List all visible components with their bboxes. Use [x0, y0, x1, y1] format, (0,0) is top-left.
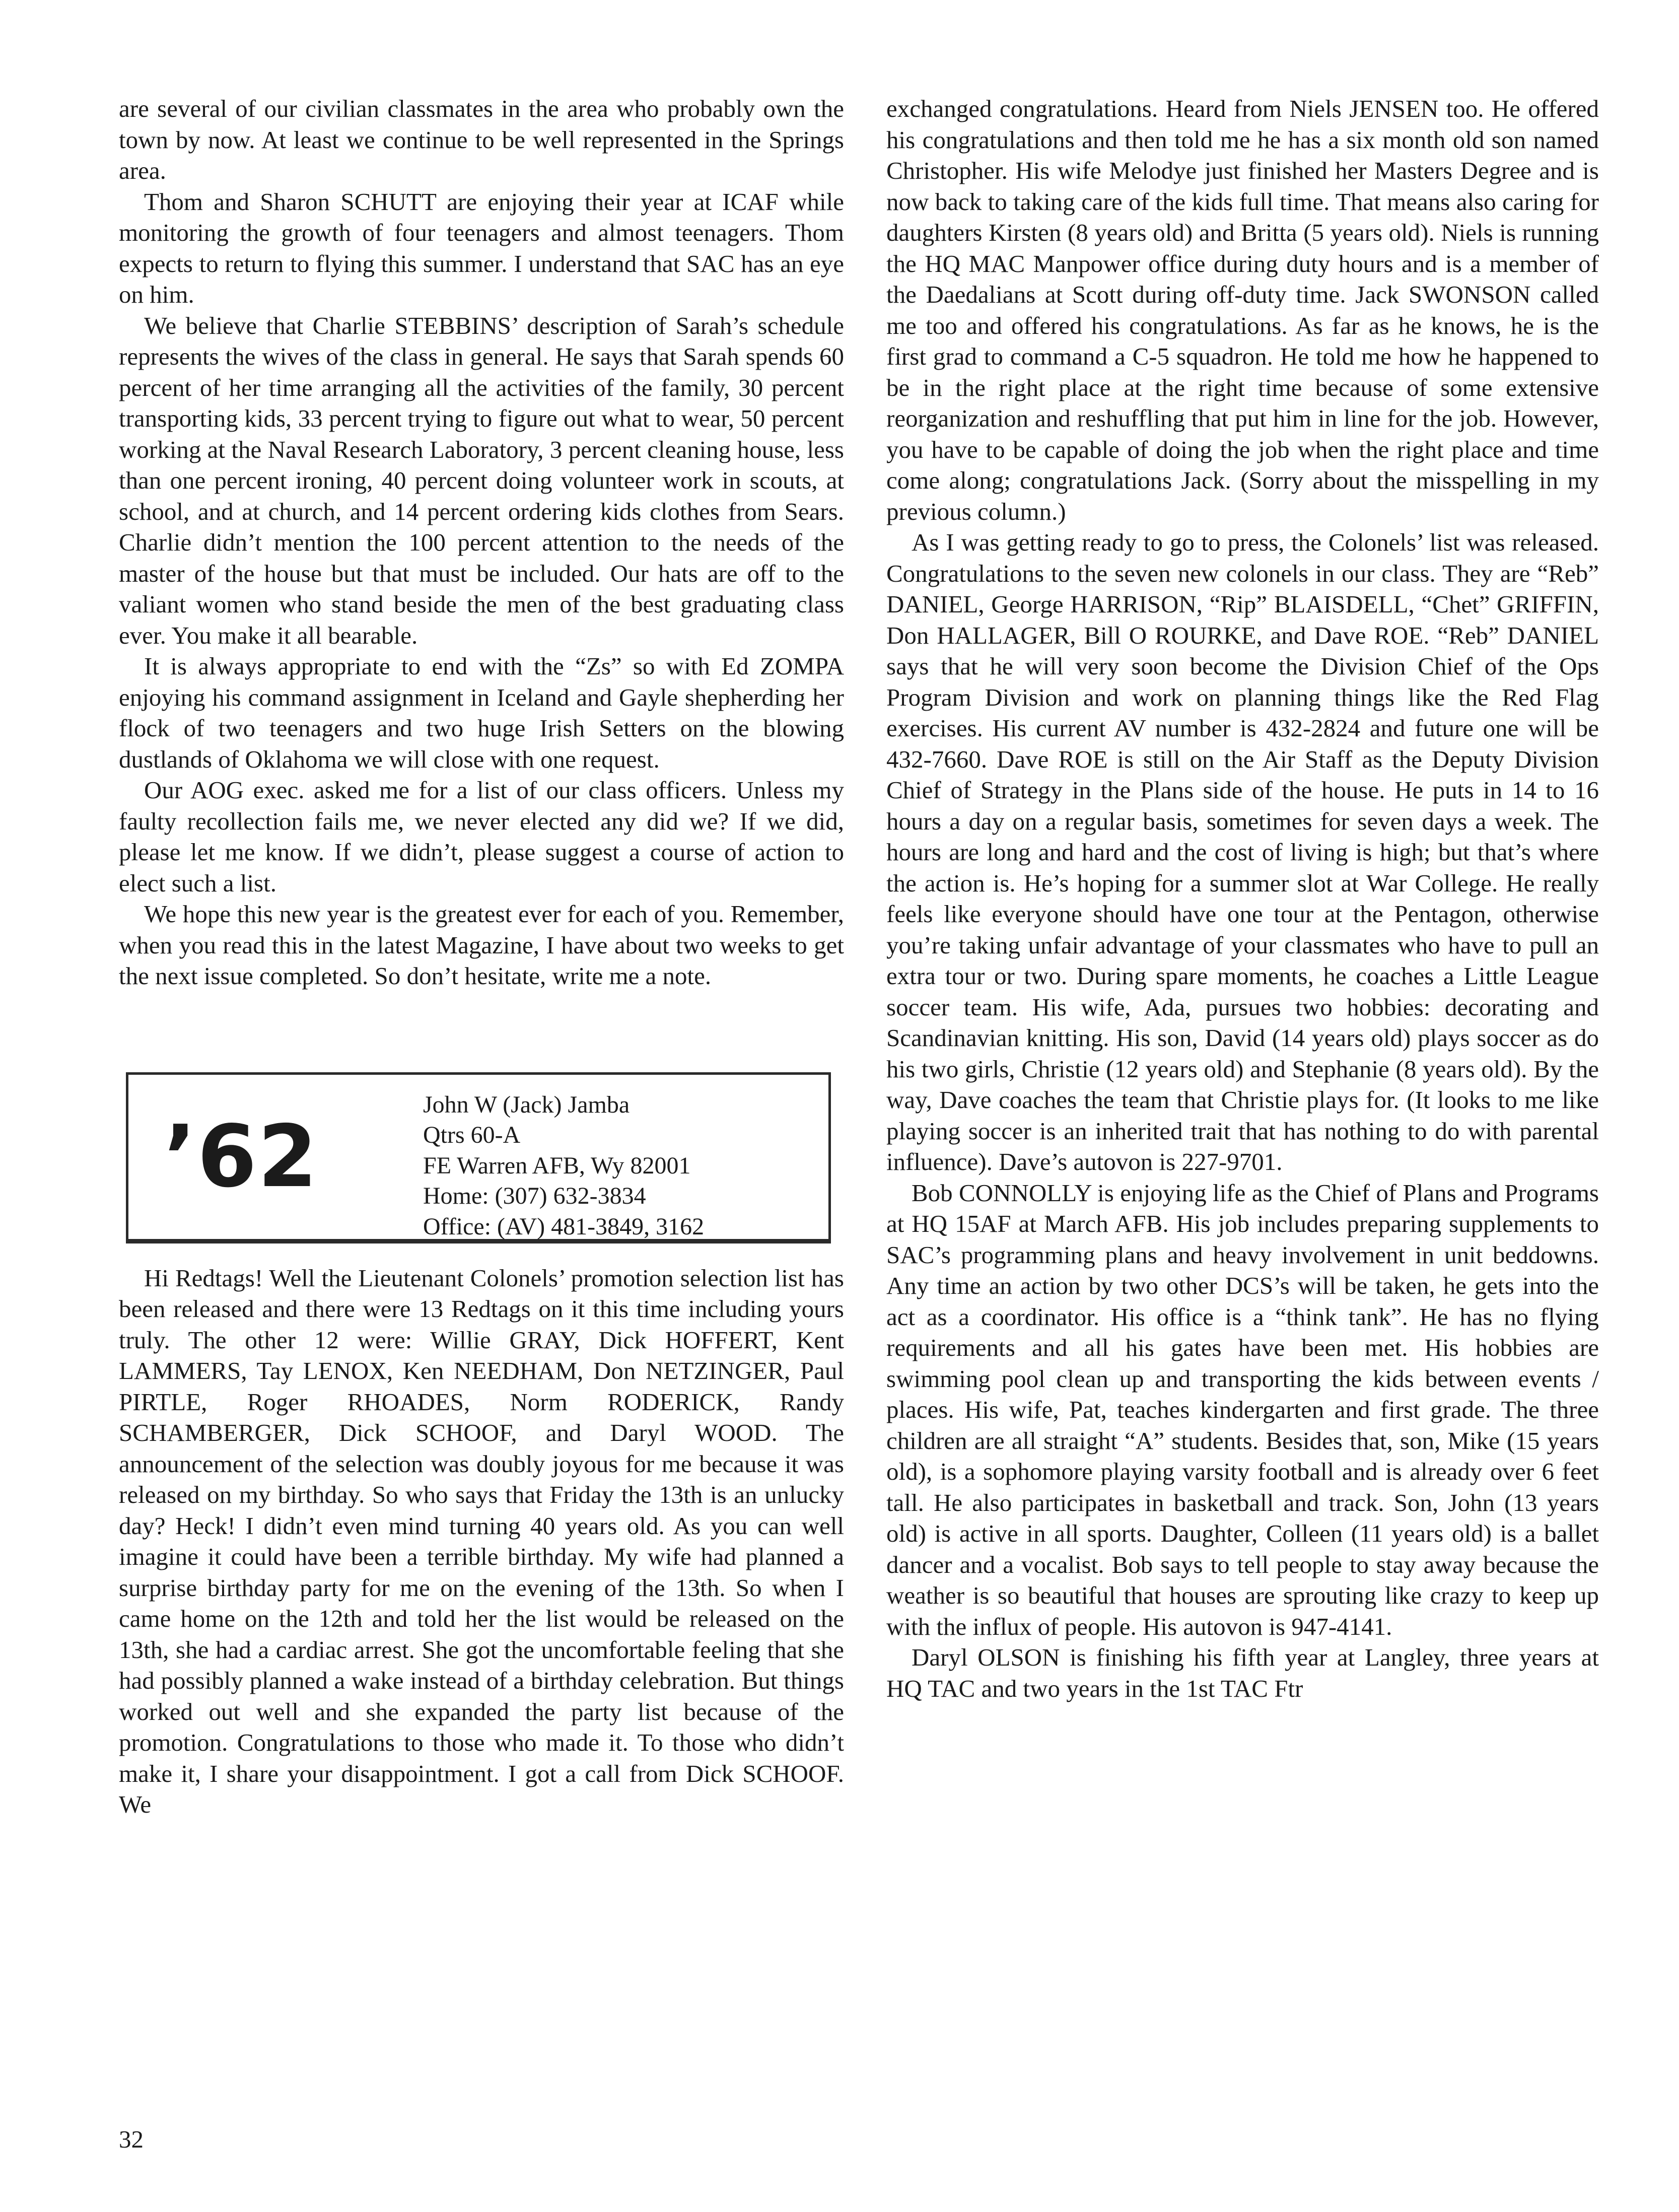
- correspondent-quarters: Qtrs 60-A: [423, 1122, 521, 1148]
- correspondent-office-phone: Office: (AV) 481-3849, 3162: [423, 1213, 705, 1240]
- body-paragraph: It is always appropriate to end with the “Zs” so with Ed ZOMPA enjoying his command assignment in Iceland and Gayle shepherding her flock of two teenagers and two huge Irish Setters on the blowing dustlands of Oklahoma we will close with one request.: [119, 652, 844, 773]
- body-paragraph: Bob CONNOLLY is enjoying life as the Chief of Plans and Programs at HQ 15AF at March AFB. His job includes preparing supplements to SAC’s programming plans and heavy involvement in unit beddowns. Any time an action by two other DCS’s will be taken, he gets into the act as a coordinator. His office is a “think tank”. He has no flying requirements and all his gates have been met. His hobbies are swimming pool clean up and transporting the kids between events / places. His wife, Pat, teaches kindergarten and first grade. The three children are all straight “A” students. Besides that, son, Mike (15 years old), is a sophomore playing varsity football and is already over 6 feet tall. He also participates in basketball and track. Son, John (13 years old) is active in all sports. Daughter, Colleen (11 years old) is a ballet dancer and a vocalist. Bob says to tell people to stay away because the weather is so beautiful that houses are sprouting like crazy to keep up with the influx of people. His autovon is 947-4141.: [886, 1179, 1599, 1640]
- right-column: [886, 93, 1599, 1704]
- body-paragraph: Thom and Sharon SCHUTT are enjoying their year at ICAF while monitoring the growth of four teenagers and almost teenagers. Thom expects to return to flying this summer. I understand that SAC has an eye on him.: [119, 187, 844, 308]
- correspondent-name: John W (Jack) Jamba: [423, 1091, 630, 1118]
- class-header-box: [126, 1072, 831, 1243]
- correspondent-home-phone: Home: (307) 632-3834: [423, 1183, 646, 1209]
- correspondent-base: FE Warren AFB, Wy 82001: [423, 1152, 691, 1179]
- body-paragraph: As I was getting ready to go to press, the Colonels’ list was released. Congratulations to the seven new colonels in our class. They are “Reb” DANIEL, George HARRISON, “Rip” BLAISDELL, “Chet” GRIFFIN, Don HALLAGER, Bill O ROURKE, and Dave ROE. “Reb” DANIEL says that he will very soon become the Division Chief of the Ops Program Division and work on planning things like the Red Flag exercises. His current AV number is 432-2824 and future one will be 432-7660. Dave ROE is still on the Air Staff as the Deputy Division Chief of Strategy in the Plans side of the house. He puts in 14 to 16 hours a day on a regular basis, sometimes for seven days a week. The hours are long and hard and the cost of living is high; but that’s where the action is. He’s hoping for a summer slot at War College. He really feels like everyone should have one tour at the Pentagon, otherwise you’re taking unfair advantage of your classmates who have to pull an extra tour or two. During spare moments, he coaches a Little League soccer team. His wife, Ada, pursues two hobbies: decorating and Scandinavian knitting. His son, David (14 years old) plays soccer as do his two girls, Christie (12 years old) and Stephanie (8 years old). By the way, Dave coaches the team that Christie plays for. (It looks to me like playing soccer is an inherited trait that has nothing to do with parental influence). Dave’s autovon is 227-9701.: [886, 528, 1599, 1176]
- body-paragraph: exchanged congratulations. Heard from Niels JENSEN too. He offered his congratulations and then told me he has a six month old son named Christopher. His wife Melodye just finished her Masters Degree and is now back to taking care of the kids full time. That means also caring for daughters Kirsten (8 years old) and Britta (5 years old). Niels is running the HQ MAC Manpower office during duty hours and is a member of the Daedalians at Scott during off-duty time. Jack SWONSON called me too and offered his congratulations. As far as he knows, he is the first grad to command a C-5 squadron. He told me how he happened to be in the right place at the right time because of some extensive reorganization and reshuffling that put him in line for the job. However, you have to be capable of doing the job when the right place and time come along; congratulations Jack. (Sorry about the misspelling in my previous column.): [886, 95, 1599, 525]
- body-paragraph: are several of our civilian classmates in the area who probably own the town by now. At least we continue to be well represented in the Springs area.: [119, 95, 844, 184]
- body-paragraph: Our AOG exec. asked me for a list of our class officers. Unless my faulty recollection fails me, we never elected any did we? If we did, please let me know. If we didn’t, please suggest a course of action to elect such a list.: [119, 776, 844, 897]
- body-paragraph: Daryl OLSON is finishing his fifth year at Langley, three years at HQ TAC and two years in the 1st TAC Ftr: [886, 1643, 1599, 1702]
- left-column: [119, 93, 844, 1820]
- class-correspondent-address: [423, 1090, 704, 1242]
- page-number: 32: [119, 2125, 144, 2153]
- class-year-label: ’62: [164, 1107, 319, 1207]
- body-paragraph: Hi Redtags! Well the Lieutenant Colonels’ promotion selection list has been released and there were 13 Redtags on it this time including yours truly. The other 12 were: Willie GRAY, Dick HOFFERT, Kent LAMMERS, Tay LENOX, Ken NEEDHAM, Don NETZINGER, Paul PIRTLE, Roger RHOADES, Norm RODERICK, Randy SCHAMBERGER, Dick SCHOOF, and Daryl WOOD. The announcement of the selection was doubly joyous for me because it was released on my birthday. So who says that Friday the 13th is an unlucky day? Heck! I didn’t even mind turning 40 years old. As you can well imagine it could have been a terrible birthday. My wife had planned a surprise birthday party for me on the evening of the 13th. So when I came home on the 12th and told her the list would be released on the 13th, she had a cardiac arrest. She got the uncomfortable feeling that she had possibly planned a wake instead of a birthday celebration. But things worked out well and she expanded the party list because of the promotion. Congratulations to those who made it. To those who didn’t make it, I share your disappointment. I got a call from Dick SCHOOF. We: [119, 1264, 844, 1818]
- body-paragraph: We believe that Charlie STEBBINS’ description of Sarah’s schedule represents the wives of the class in general. He says that Sarah spends 60 percent of her time arranging all the activities of the family, 30 percent transporting kids, 33 percent trying to figure out what to wear, 50 percent working at the Naval Research Laboratory, 3 percent cleaning house, less than one percent ironing, 40 percent doing volunteer work in scouts, at school, and at church, and 14 percent ordering kids clothes from Sears. Charlie didn’t mention the 100 percent attention to the needs of the master of the house but that must be included. Our hats are off to the valiant women who stand beside the men of the best graduating class ever. You make it all bearable.: [119, 311, 844, 649]
- body-paragraph: We hope this new year is the greatest ever for each of you. Remember, when you read this in the latest Magazine, I have about two weeks to get the next issue completed. So don’t hesitate, write me a note.: [119, 900, 844, 990]
